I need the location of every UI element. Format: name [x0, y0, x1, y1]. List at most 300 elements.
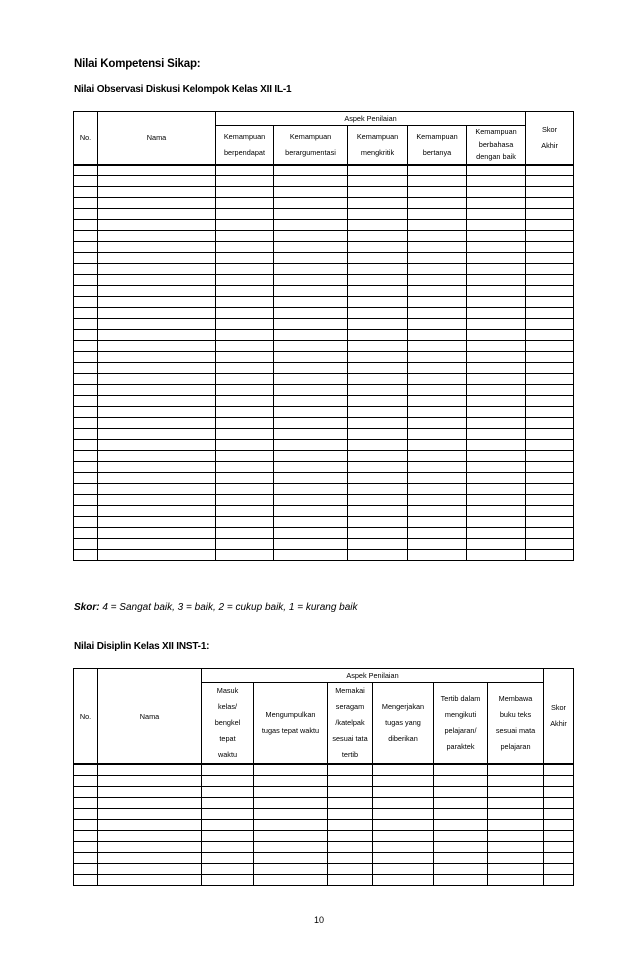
- table-cell: [216, 363, 274, 374]
- table-cell: [348, 275, 408, 286]
- table-cell: [274, 473, 348, 484]
- table-cell: [348, 209, 408, 220]
- table-cell: [408, 528, 467, 539]
- table-cell: [467, 341, 526, 352]
- table-cell: [328, 775, 373, 786]
- table-cell: [348, 253, 408, 264]
- table-row: [74, 253, 574, 264]
- table-cell: [408, 198, 467, 209]
- table-cell: [408, 209, 467, 220]
- table-cell: [488, 786, 544, 797]
- table-cell: [216, 440, 274, 451]
- table-row: [74, 473, 574, 484]
- table-cell: [526, 286, 574, 297]
- table-cell: [74, 550, 98, 561]
- aspect-label: Memakai seragam /katelpak sesuai tata tertib: [332, 686, 368, 759]
- table-cell: [348, 374, 408, 385]
- table-cell: [274, 440, 348, 451]
- table-cell: [544, 764, 574, 775]
- table-cell: [467, 473, 526, 484]
- table-row: [74, 808, 574, 819]
- table-row: [74, 819, 574, 830]
- table-row: [74, 242, 574, 253]
- table-cell: [408, 451, 467, 462]
- table-cell: [408, 539, 467, 550]
- table-cell: [348, 187, 408, 198]
- table-cell: [348, 242, 408, 253]
- table-cell: [434, 775, 488, 786]
- table-cell: [274, 286, 348, 297]
- table-cell: [526, 517, 574, 528]
- table-cell: [274, 451, 348, 462]
- table-row: [74, 176, 574, 187]
- table-cell: [526, 462, 574, 473]
- table-cell: [488, 775, 544, 786]
- table-cell: [254, 841, 328, 852]
- table-cell: [274, 407, 348, 418]
- table-cell: [373, 874, 434, 885]
- table-cell: [254, 764, 328, 775]
- table-cell: [254, 775, 328, 786]
- table-cell: [98, 264, 216, 275]
- table-cell: [274, 418, 348, 429]
- table-cell: [544, 841, 574, 852]
- table-cell: [98, 176, 216, 187]
- table-cell: [467, 330, 526, 341]
- table-cell: [98, 286, 216, 297]
- table-cell: [328, 852, 373, 863]
- table-cell: [98, 440, 216, 451]
- table-cell: [98, 198, 216, 209]
- table-cell: [544, 808, 574, 819]
- table-cell: [98, 775, 202, 786]
- table-row: [74, 506, 574, 517]
- table-cell: [202, 874, 254, 885]
- table-cell: [467, 220, 526, 231]
- table-cell: [467, 319, 526, 330]
- table-cell: [98, 363, 216, 374]
- table-cell: [98, 253, 216, 264]
- table-cell: [216, 286, 274, 297]
- table-cell: [98, 165, 216, 176]
- table-row: [74, 187, 574, 198]
- table-cell: [216, 528, 274, 539]
- table-cell: [467, 308, 526, 319]
- table-cell: [274, 231, 348, 242]
- table-cell: [488, 841, 544, 852]
- table-cell: [467, 517, 526, 528]
- header-nama: Nama: [98, 112, 216, 165]
- table-cell: [274, 462, 348, 473]
- table-cell: [488, 874, 544, 885]
- table-cell: [373, 841, 434, 852]
- table-cell: [467, 275, 526, 286]
- table-cell: [98, 506, 216, 517]
- aspect-label: Kemampuan bertanya: [416, 131, 458, 157]
- table-cell: [434, 830, 488, 841]
- table-row: [74, 363, 574, 374]
- table-cell: [526, 407, 574, 418]
- table-cell: [328, 764, 373, 775]
- page-number: 10: [313, 915, 324, 925]
- header-aspect: [488, 683, 544, 765]
- table-cell: [98, 242, 216, 253]
- table-cell: [98, 352, 216, 363]
- table-cell: [488, 808, 544, 819]
- table-cell: [408, 308, 467, 319]
- table-cell: [408, 473, 467, 484]
- table-cell: [216, 451, 274, 462]
- table-cell: [274, 220, 348, 231]
- table-cell: [348, 198, 408, 209]
- table-cell: [98, 797, 202, 808]
- table-cell: [74, 841, 98, 852]
- table-cell: [274, 275, 348, 286]
- table-cell: [408, 550, 467, 561]
- table-cell: [526, 418, 574, 429]
- header-nama: Nama: [98, 669, 202, 765]
- table-cell: [408, 220, 467, 231]
- table-cell: [526, 242, 574, 253]
- table1-title: Nilai Observasi Diskusi Kelompok Kelas XII IL-1: [74, 84, 292, 95]
- table-cell: [526, 363, 574, 374]
- table-cell: [408, 187, 467, 198]
- table-row: [74, 407, 574, 418]
- table-cell: [216, 275, 274, 286]
- table-cell: [216, 473, 274, 484]
- table-cell: [98, 407, 216, 418]
- table-cell: [74, 484, 98, 495]
- table-cell: [408, 396, 467, 407]
- table-cell: [98, 495, 216, 506]
- aspect-label: Tertib dalam mengikuti pelajaran/ paraktek: [440, 694, 481, 751]
- header-aspect: [216, 126, 274, 165]
- table-cell: [74, 264, 98, 275]
- table-cell: [98, 764, 202, 775]
- table-cell: [467, 242, 526, 253]
- table-row: [74, 462, 574, 473]
- table-cell: [348, 506, 408, 517]
- table-row: [74, 220, 574, 231]
- table-cell: [274, 352, 348, 363]
- table-cell: [373, 797, 434, 808]
- table-cell: [348, 495, 408, 506]
- table-cell: [526, 396, 574, 407]
- table-cell: [348, 264, 408, 275]
- table-cell: [274, 495, 348, 506]
- table-cell: [373, 764, 434, 775]
- table-cell: [98, 484, 216, 495]
- table-cell: [74, 429, 98, 440]
- table-cell: [202, 852, 254, 863]
- table-cell: [544, 819, 574, 830]
- table-cell: [348, 396, 408, 407]
- aspect-label: Mengumpulkan tugas tepat waktu: [261, 710, 320, 735]
- header-aspect: [373, 683, 434, 765]
- table-cell: [526, 473, 574, 484]
- table-cell: [526, 209, 574, 220]
- table-cell: [328, 797, 373, 808]
- table-cell: [488, 764, 544, 775]
- table-row: [74, 374, 574, 385]
- table-cell: [526, 484, 574, 495]
- table-cell: [202, 775, 254, 786]
- table-cell: [348, 385, 408, 396]
- table-cell: [216, 418, 274, 429]
- table-cell: [274, 506, 348, 517]
- table-cell: [467, 484, 526, 495]
- table-row: [74, 786, 574, 797]
- skor-legend-text: 4 = Sangat baik, 3 = baik, 2 = cukup baik, 1 = kurang baik: [99, 602, 358, 613]
- skor-akhir-label: Skor Akhir: [550, 703, 567, 728]
- table-cell: [348, 231, 408, 242]
- table-cell: [328, 819, 373, 830]
- table-row: [74, 874, 574, 885]
- table-cell: [526, 385, 574, 396]
- table-cell: [254, 786, 328, 797]
- table-row: [74, 297, 574, 308]
- table-cell: [526, 352, 574, 363]
- disiplin-table: [73, 668, 574, 886]
- table-cell: [74, 517, 98, 528]
- aspect-label: Kemampuan mengkritik: [356, 131, 399, 157]
- table-cell: [467, 264, 526, 275]
- table-cell: [202, 786, 254, 797]
- table-cell: [526, 275, 574, 286]
- table-cell: [216, 407, 274, 418]
- table-cell: [408, 341, 467, 352]
- table-cell: [408, 363, 467, 374]
- table-cell: [98, 863, 202, 874]
- table-cell: [348, 330, 408, 341]
- table-cell: [348, 319, 408, 330]
- table-cell: [216, 396, 274, 407]
- table-cell: [216, 209, 274, 220]
- table-cell: [216, 462, 274, 473]
- table-cell: [467, 231, 526, 242]
- table-cell: [254, 863, 328, 874]
- table-row: [74, 550, 574, 561]
- table-cell: [98, 231, 216, 242]
- table-cell: [98, 330, 216, 341]
- table-cell: [408, 484, 467, 495]
- table-cell: [98, 462, 216, 473]
- table-cell: [74, 253, 98, 264]
- table-cell: [408, 462, 467, 473]
- table-cell: [526, 528, 574, 539]
- table-cell: [74, 352, 98, 363]
- skor-legend-label: Skor:: [74, 602, 100, 613]
- table-row: [74, 852, 574, 863]
- table-cell: [74, 418, 98, 429]
- table-cell: [216, 198, 274, 209]
- table-cell: [467, 451, 526, 462]
- table-cell: [348, 429, 408, 440]
- table-cell: [526, 506, 574, 517]
- table-cell: [98, 786, 202, 797]
- table-cell: [434, 797, 488, 808]
- header-aspect: [254, 683, 328, 765]
- table-cell: [98, 374, 216, 385]
- table-cell: [98, 275, 216, 286]
- table-cell: [467, 539, 526, 550]
- table-cell: [467, 297, 526, 308]
- table-cell: [216, 517, 274, 528]
- table-cell: [408, 506, 467, 517]
- table-cell: [98, 429, 216, 440]
- table-cell: [544, 775, 574, 786]
- table-cell: [274, 264, 348, 275]
- table-row: [74, 429, 574, 440]
- table-cell: [488, 797, 544, 808]
- table-cell: [216, 374, 274, 385]
- table-row: [74, 495, 574, 506]
- table-cell: [216, 550, 274, 561]
- table-cell: [216, 242, 274, 253]
- table-row: [74, 797, 574, 808]
- skor-akhir-label: Skor Akhir: [541, 124, 558, 150]
- table-cell: [254, 874, 328, 885]
- table-row: [74, 385, 574, 396]
- table-row: [74, 775, 574, 786]
- table-cell: [467, 385, 526, 396]
- table-row: [74, 352, 574, 363]
- table-cell: [98, 451, 216, 462]
- table-cell: [74, 187, 98, 198]
- table-cell: [488, 819, 544, 830]
- table-cell: [74, 462, 98, 473]
- table-cell: [274, 297, 348, 308]
- table-cell: [348, 517, 408, 528]
- table-cell: [348, 286, 408, 297]
- table-cell: [526, 495, 574, 506]
- table-cell: [254, 819, 328, 830]
- header-no: No.: [74, 669, 98, 765]
- table-cell: [328, 874, 373, 885]
- table-cell: [74, 231, 98, 242]
- table-cell: [74, 341, 98, 352]
- table-cell: [348, 220, 408, 231]
- table-cell: [467, 363, 526, 374]
- table-cell: [98, 473, 216, 484]
- table-cell: [74, 220, 98, 231]
- table-cell: [202, 841, 254, 852]
- table-cell: [408, 352, 467, 363]
- table-cell: [348, 165, 408, 176]
- table-cell: [274, 165, 348, 176]
- table-cell: [202, 863, 254, 874]
- table-cell: [216, 297, 274, 308]
- table-cell: [98, 209, 216, 220]
- table-cell: [348, 176, 408, 187]
- table-cell: [467, 462, 526, 473]
- table-row: [74, 451, 574, 462]
- table-cell: [434, 786, 488, 797]
- table-cell: [408, 242, 467, 253]
- table-cell: [526, 429, 574, 440]
- observasi-table-body: [74, 165, 574, 561]
- table-cell: [74, 775, 98, 786]
- header-aspect: [328, 683, 373, 765]
- table-cell: [328, 863, 373, 874]
- table-cell: [74, 308, 98, 319]
- table-cell: [274, 242, 348, 253]
- table-cell: [434, 841, 488, 852]
- table-cell: [408, 165, 467, 176]
- table-cell: [74, 797, 98, 808]
- table-row: [74, 539, 574, 550]
- table-cell: [74, 506, 98, 517]
- table-cell: [328, 808, 373, 819]
- table-cell: [98, 830, 202, 841]
- table-cell: [526, 440, 574, 451]
- table-cell: [74, 374, 98, 385]
- table-cell: [274, 429, 348, 440]
- table-cell: [526, 341, 574, 352]
- table-cell: [348, 440, 408, 451]
- table-cell: [373, 775, 434, 786]
- table-cell: [74, 852, 98, 863]
- table-row: [74, 308, 574, 319]
- table-cell: [216, 495, 274, 506]
- table-cell: [408, 231, 467, 242]
- table-row: [74, 209, 574, 220]
- table-cell: [373, 852, 434, 863]
- table-cell: [526, 198, 574, 209]
- table-row: [74, 841, 574, 852]
- table-cell: [98, 297, 216, 308]
- table-cell: [467, 396, 526, 407]
- table-cell: [202, 830, 254, 841]
- table-cell: [98, 385, 216, 396]
- table-cell: [348, 297, 408, 308]
- table-cell: [216, 176, 274, 187]
- table-cell: [74, 165, 98, 176]
- table-cell: [216, 165, 274, 176]
- table-cell: [274, 550, 348, 561]
- table2-title: Nilai Disiplin Kelas XII INST-1:: [74, 641, 210, 652]
- table-row: [74, 517, 574, 528]
- table-cell: [216, 264, 274, 275]
- table-cell: [216, 231, 274, 242]
- table-cell: [202, 819, 254, 830]
- table-cell: [274, 517, 348, 528]
- table-row: [74, 319, 574, 330]
- table-cell: [408, 253, 467, 264]
- table-cell: [467, 176, 526, 187]
- table-cell: [434, 808, 488, 819]
- table-cell: [467, 506, 526, 517]
- table-cell: [348, 528, 408, 539]
- table-cell: [98, 874, 202, 885]
- table-cell: [373, 819, 434, 830]
- table-cell: [348, 462, 408, 473]
- table-cell: [467, 495, 526, 506]
- table-cell: [408, 330, 467, 341]
- table-cell: [74, 451, 98, 462]
- table-row: [74, 396, 574, 407]
- table-cell: [98, 319, 216, 330]
- table-cell: [74, 275, 98, 286]
- table-cell: [216, 352, 274, 363]
- table-cell: [526, 165, 574, 176]
- header-aspect: [348, 126, 408, 165]
- table-cell: [74, 808, 98, 819]
- table-row: [74, 286, 574, 297]
- table-cell: [467, 550, 526, 561]
- table-cell: [434, 819, 488, 830]
- table-cell: [348, 451, 408, 462]
